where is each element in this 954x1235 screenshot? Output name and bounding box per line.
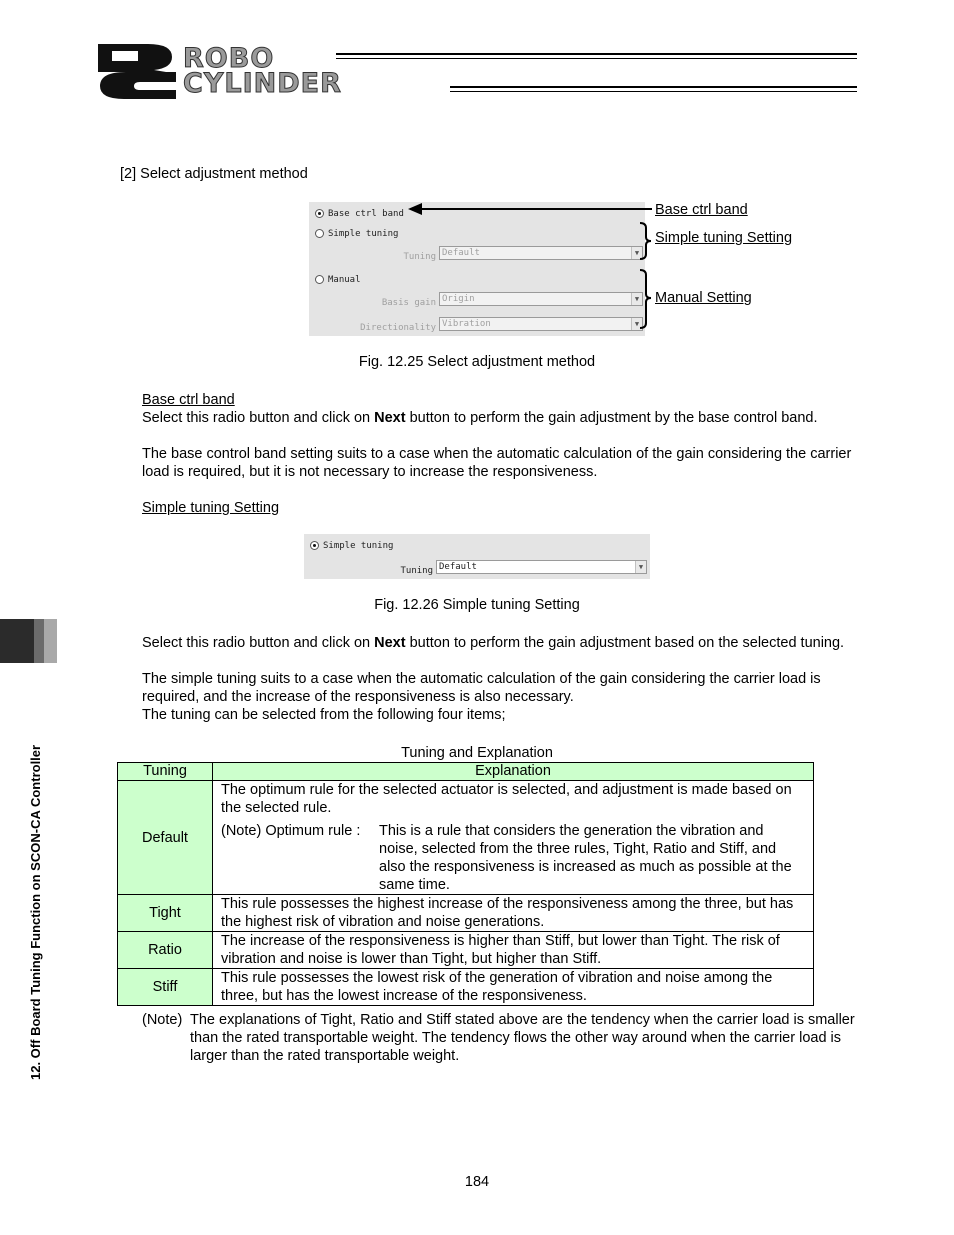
header-rule — [336, 58, 857, 59]
base-section-title: Base ctrl band — [142, 392, 235, 408]
tuning-table — [117, 762, 814, 1006]
radio-empty-icon — [315, 275, 324, 284]
rc-logo-icon — [96, 42, 178, 100]
optimum-rule-note: (Note) Optimum rule : This is a rule that considers the generation the vibration and noise, selected from the three rules, Tight, Ratio and Stiff, and also the responsiveness is increased as much as possible at the same time. — [221, 823, 792, 893]
radio-manual[interactable]: Manual — [315, 271, 361, 289]
header-rule — [450, 91, 857, 92]
tuning-combo[interactable]: Default ▼ — [439, 246, 643, 260]
side-tab-block — [0, 619, 34, 663]
page-number: 184 — [464, 1174, 490, 1190]
explanation-cell: The increase of the responsiveness is higher than Stiff, but lower than Tight. The risk of vibration and noise is lower than Tight, but higher than Stiff. — [213, 932, 814, 969]
tuning-name-cell: Default — [118, 781, 213, 895]
tuning-label: Tuning — [403, 252, 436, 262]
footnote — [142, 1011, 858, 1065]
callout-arrow-line — [420, 208, 652, 210]
dropdown-arrow-icon: ▼ — [631, 318, 642, 330]
logo-robo-text: ROBO — [183, 43, 275, 74]
dropdown-arrow-icon: ▼ — [635, 561, 646, 573]
table-row — [118, 932, 814, 969]
basis-gain-label: Basis gain — [381, 298, 436, 308]
directionality-label: Directionality — [360, 323, 436, 333]
radio-simple-tuning[interactable]: Simple tuning — [310, 537, 393, 555]
footnote-text: The explanations of Tight, Ratio and Stiff stated above are the tendency when the carrier load is smaller than the rated transportable weight. The tendency flows the other way around when the carrier load is larger than the rated transportable weight. — [190, 1012, 855, 1064]
radio-selected-icon — [315, 209, 324, 218]
tuning-name-cell: Ratio — [118, 932, 213, 969]
side-tab-block — [34, 619, 44, 663]
simple-section-paragraph: Select this radio button and click on Next button to perform the gain adjustment based on the selected tuning. — [142, 635, 845, 651]
radio-selected-icon — [310, 541, 319, 550]
radio-empty-icon — [315, 229, 324, 238]
radio-base-ctrl-band[interactable]: Base ctrl band — [315, 205, 404, 223]
dropdown-arrow-icon: ▼ — [631, 247, 642, 259]
side-tab-block — [44, 619, 57, 663]
base-section-paragraph: Select this radio button and click on Next button to perform the gain adjustment by the base control band. — [142, 410, 818, 426]
simple-section-paragraph: The tuning can be selected from the following four items; — [142, 707, 506, 723]
simple-section-paragraph: The simple tuning suits to a case when the automatic calculation of the gain considering the carrier load is required, and the increase of the responsiveness is also necessary. — [142, 671, 821, 705]
side-chapter-label: 12. Off Board Tuning Function on SCON-CA Controller — [28, 744, 43, 1080]
table-header-row — [118, 763, 814, 781]
section-heading: [2] Select adjustment method — [120, 166, 308, 182]
brace-icon — [638, 222, 654, 260]
radio-simple-tuning[interactable]: Simple tuning — [315, 225, 398, 243]
directionality-combo[interactable]: Vibration ▼ — [439, 317, 643, 331]
figure-caption: Fig. 12.26 Simple tuning Setting — [374, 597, 580, 613]
tuning-combo[interactable]: Default ▼ — [436, 560, 647, 574]
tuning-name-cell: Tight — [118, 895, 213, 932]
adjustment-method-panel — [309, 202, 645, 336]
table-caption: Tuning and Explanation — [401, 745, 553, 761]
tuning-name-cell: Stiff — [118, 969, 213, 1006]
table-row — [118, 969, 814, 1006]
basis-gain-combo[interactable]: Origin ▼ — [439, 292, 643, 306]
logo-cylinder-text: CYLINDER — [183, 68, 342, 99]
tuning-label: Tuning — [400, 566, 433, 576]
footnote-key: (Note) — [142, 1012, 183, 1028]
table-header-cell: Tuning — [118, 763, 213, 781]
header-rule — [450, 86, 857, 88]
callout-base-ctrl-band: Base ctrl band — [655, 202, 748, 218]
table-header-cell: Explanation — [213, 763, 814, 781]
base-section-paragraph: The base control band setting suits to a case when the automatic calculation of the gain considering the carrier load is required, but it is not necessary to increase the responsiveness. — [142, 446, 852, 480]
simple-tuning-panel — [304, 534, 650, 579]
table-row — [118, 781, 814, 895]
figure-caption: Fig. 12.25 Select adjustment method — [358, 354, 596, 370]
table-row — [118, 895, 814, 932]
explanation-cell: This rule possesses the highest increase of the responsiveness among the three, but has the highest risk of vibration and noise generations. — [213, 895, 814, 932]
simple-section-title: Simple tuning Setting — [142, 500, 280, 516]
header-rule — [336, 53, 857, 55]
explanation-cell: This rule possesses the lowest risk of the generation of vibration and noise among the three, but has the lowest increase of the responsiveness. — [213, 969, 814, 1006]
callout-manual-setting: Manual Setting — [655, 290, 752, 306]
dropdown-arrow-icon: ▼ — [631, 293, 642, 305]
brace-icon — [638, 269, 654, 329]
callout-simple-tuning: Simple tuning Setting — [655, 230, 793, 246]
explanation-cell: The optimum rule for the selected actuator is selected, and adjustment is made based on the selected rule. (Note) Optimum rule : This is a rule that considers the generation the vibration and noise, selected from the three rules, Tight, Ratio and Stiff, and also the responsiveness is increased as much as possible at the same time. — [213, 781, 814, 895]
